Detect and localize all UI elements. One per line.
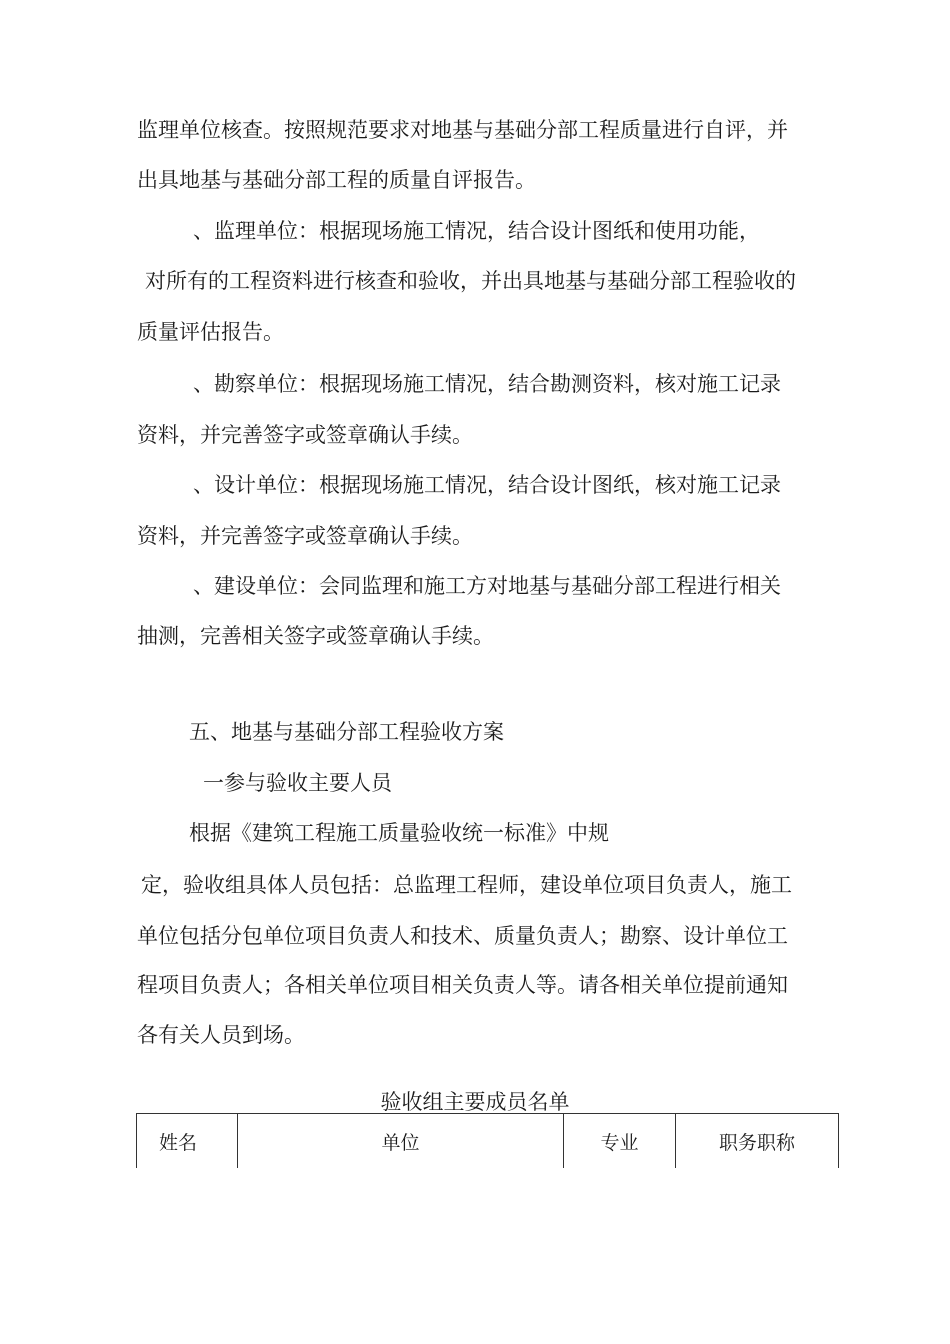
paragraph-line: 出具地基与基础分部工程的质量自评报告。: [137, 168, 536, 192]
paragraph-line: 质量评估报告。: [137, 320, 284, 344]
paragraph-line: 资料，并完善签字或签章确认手续。: [137, 423, 473, 447]
section-body-line: 单位包括分包单位项目负责人和技术、质量负责人；勘察、设计单位工: [137, 924, 788, 948]
section-body-line: 各有关人员到场。: [137, 1023, 305, 1047]
paragraph-line: 、设计单位：根据现场施工情况，结合设计图纸，核对施工记录: [193, 473, 781, 497]
paragraph-line: 、监理单位：根据现场施工情况，结合设计图纸和使用功能，: [193, 219, 760, 243]
header-unit: 单位: [238, 1114, 564, 1169]
table-header-row: [137, 1114, 839, 1169]
section-body-line: 定，验收组具体人员包括：总监理工程师，建设单位项目负责人，施工: [141, 873, 792, 897]
paragraph-line: 资料，并完善签字或签章确认手续。: [137, 524, 473, 548]
table-caption: 验收组主要成员名单: [380, 1090, 570, 1114]
paragraph-line: 抽测，完善相关签字或签章确认手续。: [137, 624, 494, 648]
paragraph-line: 监理单位核查。按照规范要求对地基与基础分部工程质量进行自评，并: [137, 118, 788, 142]
section-body-line: 程项目负责人；各相关单位项目相关负责人等。请各相关单位提前通知: [137, 973, 788, 997]
header-title: 职务职称: [676, 1114, 839, 1169]
paragraph-line: 、勘察单位：根据现场施工情况，结合勘测资料，核对施工记录: [193, 372, 781, 396]
section-body-line: 根据《建筑工程施工质量验收统一标准》中规: [189, 821, 609, 845]
section-subheading: 一参与验收主要人员: [203, 771, 392, 795]
header-name: 姓名: [137, 1114, 238, 1169]
paragraph-line: 、建设单位：会同监理和施工方对地基与基础分部工程进行相关: [193, 574, 781, 598]
paragraph-line: 对所有的工程资料进行核查和验收，并出具地基与基础分部工程验收的: [145, 269, 796, 293]
members-table: [136, 1113, 839, 1168]
header-specialty: 专业: [564, 1114, 676, 1169]
section-heading: 五、地基与基础分部工程验收方案: [189, 720, 504, 744]
